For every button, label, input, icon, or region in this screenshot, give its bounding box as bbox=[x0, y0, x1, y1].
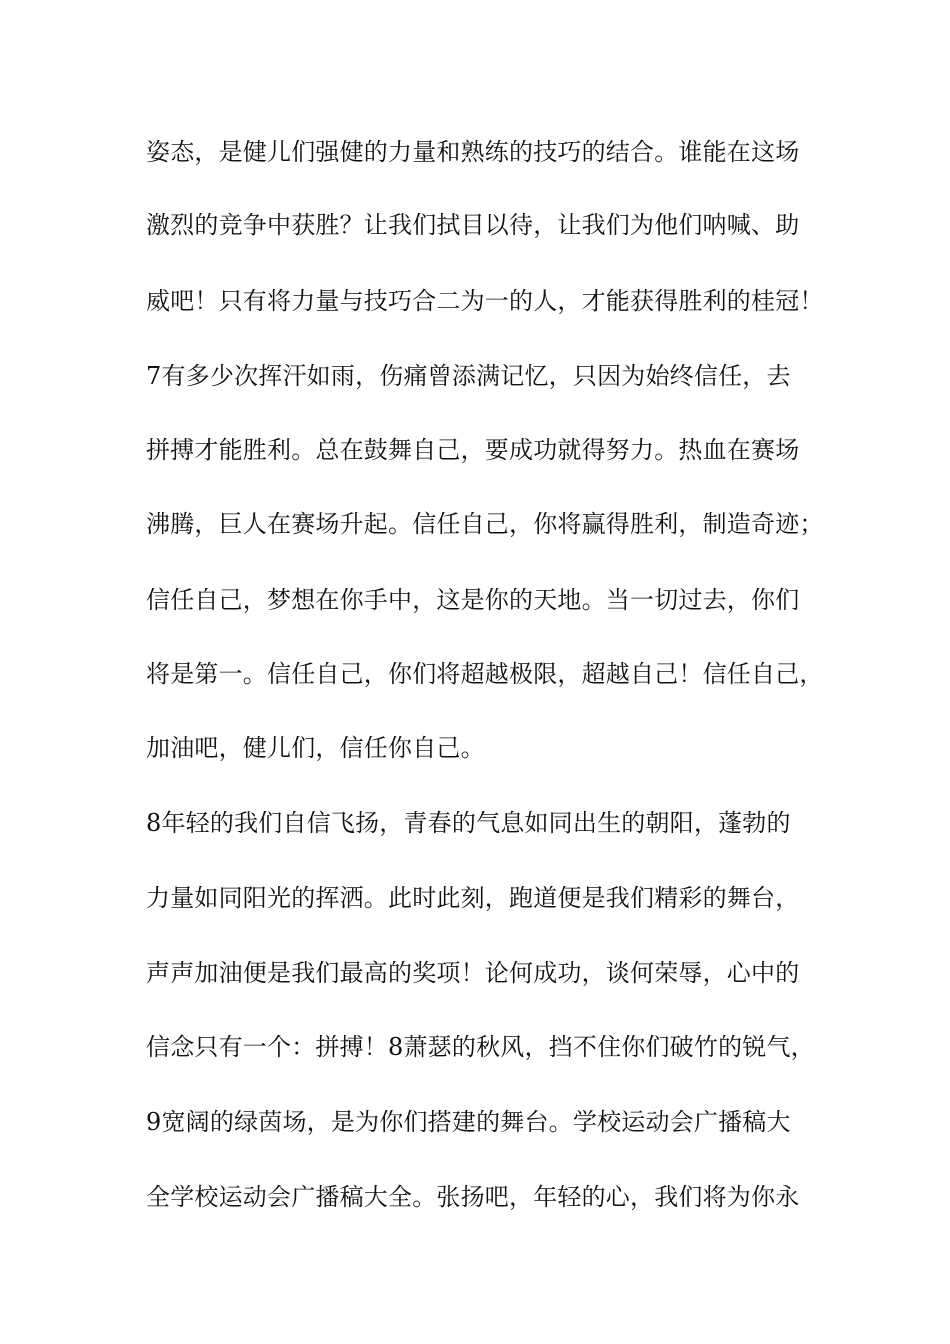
text-line: 力量如同阳光的挥洒。此时此刻，跑道便是我们精彩的舞台， bbox=[146, 884, 800, 912]
text-line: 沸腾，巨人在赛场升起。信任自己，你将赢得胜利，制造奇迹； bbox=[146, 510, 824, 538]
text-line: 姿态，是健儿们强健的力量和熟练的技巧的结合。谁能在这场 bbox=[146, 138, 800, 166]
text-line: 将是第一。信任自己，你们将超越极限，超越自己！信任自己， bbox=[146, 660, 824, 688]
text-line: 威吧！只有将力量与技巧合二为一的人，才能获得胜利的桂冠！ bbox=[146, 287, 824, 315]
text-line: 激烈的竞争中获胜？让我们拭目以待，让我们为他们呐喊、助 bbox=[146, 211, 800, 239]
text-line: 8年轻的我们自信飞扬，青春的气息如同出生的朝阳，蓬勃的 bbox=[146, 809, 791, 837]
text-line: 7有多少次挥汗如雨，伤痛曾添满记忆，只因为始终信任，去 bbox=[146, 362, 791, 390]
text-line: 信任自己，梦想在你手中，这是你的天地。当一切过去，你们 bbox=[146, 586, 800, 614]
text-line: 加油吧，健儿们，信任你自己。 bbox=[146, 734, 485, 762]
text-line: 声声加油便是我们最高的奖项！论何成功，谈何荣辱，心中的 bbox=[146, 959, 800, 987]
text-line: 信念只有一个：拼搏！8萧瑟的秋风，挡不住你们破竹的锐气， bbox=[146, 1033, 815, 1061]
text-line: 拼搏才能胜利。总在鼓舞自己，要成功就得努力。热血在赛场 bbox=[146, 436, 800, 464]
text-line: 全学校运动会广播稿大全。张扬吧，年轻的心，我们将为你永 bbox=[146, 1183, 800, 1211]
text-line: 9宽阔的绿茵场，是为你们搭建的舞台。学校运动会广播稿大 bbox=[146, 1108, 791, 1136]
